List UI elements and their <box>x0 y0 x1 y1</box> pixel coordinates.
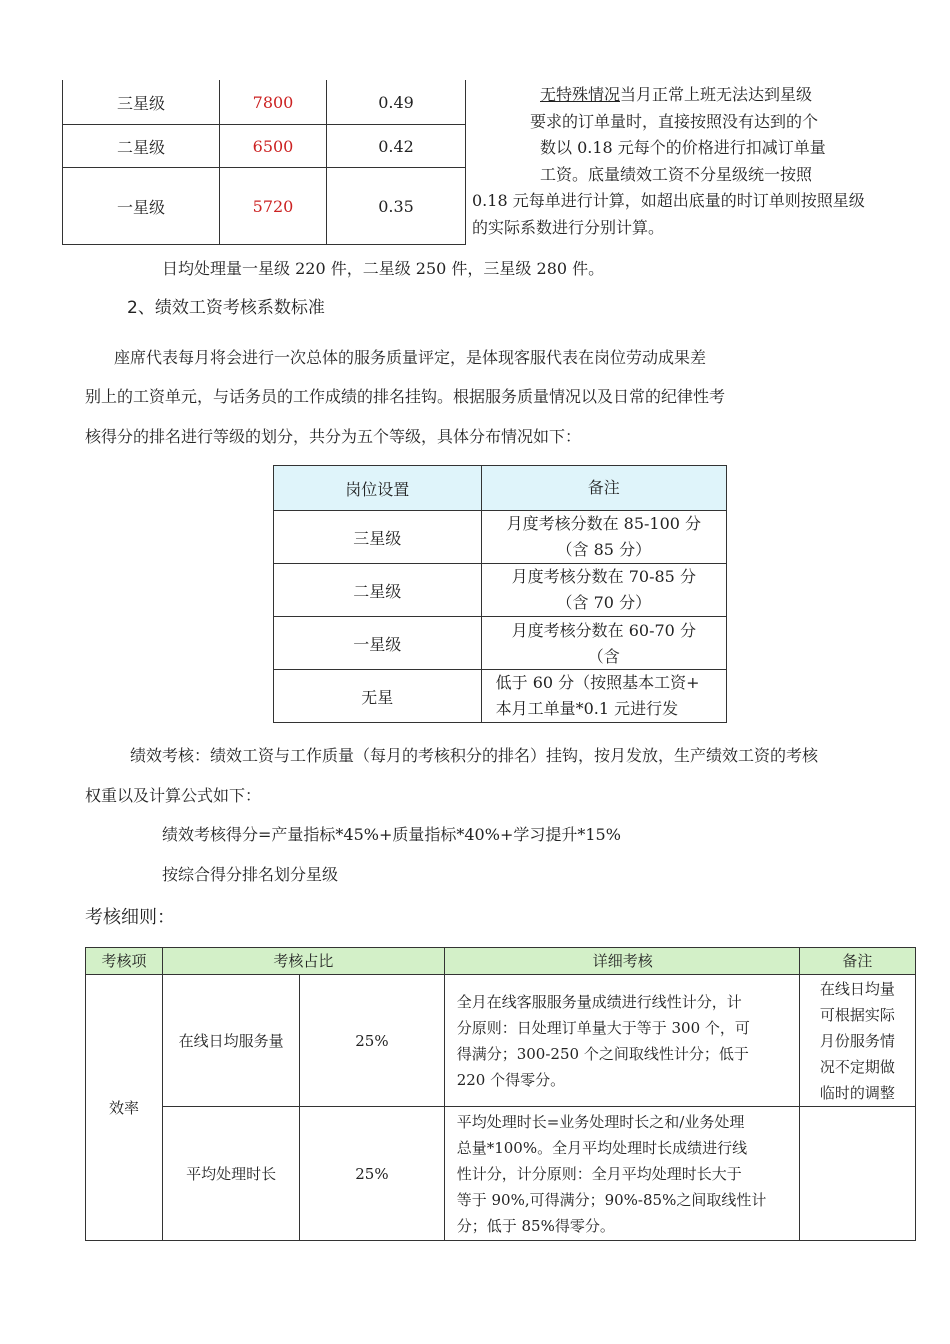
side-line: 0.18 元每单进行计算，如超出底量的时订单则按照星级 <box>472 191 865 210</box>
note-line: （含 70 分） <box>556 593 652 612</box>
intro-line: 别上的工资单元，与话务员的工作成绩的排名挂钩。根据服务质量情况以及日常的纪律性考 <box>85 387 726 406</box>
column-header: 岗位设置 <box>274 466 482 511</box>
note-line: 月份服务情 <box>819 1031 895 1050</box>
percent-cell: 25% <box>300 975 445 1107</box>
column-header: 考核占比 <box>163 948 445 975</box>
table-row <box>274 511 727 564</box>
column-header: 备注 <box>799 948 915 975</box>
perf-line: 权重以及计算公式如下： <box>85 786 262 805</box>
column-header: 详细考核 <box>444 948 799 975</box>
level-cell: 一星级 <box>274 617 482 670</box>
note-cell <box>481 564 726 617</box>
order-count-cell: 5720 <box>220 168 327 245</box>
note-line: 低于 60 分（按照基本工资+ <box>495 673 700 692</box>
item-name-cell: 在线日均服务量 <box>163 975 300 1107</box>
detail-line: 220 个得零分。 <box>456 1070 566 1089</box>
note-cell <box>799 975 915 1107</box>
level-cell: 无星 <box>274 670 482 723</box>
note-line: 临时的调整 <box>819 1083 895 1102</box>
intro-line: 核得分的排名进行等级的划分，共分为五个等级，具体分布情况如下： <box>85 427 582 446</box>
note-cell <box>481 670 726 723</box>
table-row <box>274 564 727 617</box>
side-line: 工资。底量绩效工资不分星级统一按照 <box>540 164 813 184</box>
note-line: 在线日均量 <box>819 979 895 998</box>
level-table <box>273 465 727 723</box>
detail-line: 总量*100%。全月平均处理时长成绩进行线 <box>456 1138 748 1157</box>
table-row <box>86 1107 916 1241</box>
percent-cell: 25% <box>300 1107 445 1241</box>
assessment-detail-table <box>85 947 916 1241</box>
detail-heading: 考核细则： <box>85 907 175 928</box>
section-heading: 2、绩效工资考核系数标准 <box>127 298 325 318</box>
note-cell <box>481 617 726 670</box>
side-line: 要求的订单量时，直接按照没有达到的个 <box>530 111 819 131</box>
note-line: 可根据实际 <box>819 1005 895 1024</box>
side-line: 数以 0.18 元每个的价格进行扣减订单量 <box>540 138 826 157</box>
note-line: （含 85 分） <box>556 540 652 559</box>
table-row <box>274 617 727 670</box>
side-paragraph <box>468 82 913 241</box>
note-line: 况不定期做 <box>819 1057 895 1076</box>
detail-cell <box>444 1107 799 1241</box>
table-header-row <box>86 948 916 975</box>
group-cell: 效率 <box>86 975 163 1241</box>
side-line-text: 当月正常上班无法达到星级 <box>620 85 813 104</box>
table-row <box>86 975 916 1107</box>
daily-volume-text: 日均处理量一星级 220 件，二星级 250 件，三星级 280 件。 <box>162 259 605 278</box>
note-cell <box>481 511 726 564</box>
note-line: 月度考核分数在 70-85 分 <box>511 567 696 586</box>
side-line: 的实际系数进行分别计算。 <box>472 217 665 237</box>
item-name-cell: 平均处理时长 <box>163 1107 300 1241</box>
note-line: （含 <box>587 647 620 666</box>
note-cell <box>799 1107 915 1241</box>
perf-line: 绩效考核：绩效工资与工作质量（每月的考核积分的排名）挂钩，按月发放，生产绩效工资的考核 <box>130 746 819 765</box>
table-header-row <box>274 466 727 511</box>
level-cell: 二星级 <box>274 564 482 617</box>
star-level-cell: 二星级 <box>63 125 220 168</box>
detail-line: 性计分，计分原则：全月平均处理时长大于 <box>456 1164 742 1183</box>
side-line <box>468 82 913 109</box>
star-level-cell: 三星级 <box>63 80 220 125</box>
table-row <box>274 670 727 723</box>
table-row <box>63 125 466 168</box>
detail-line: 分原则：日处理订单量大于等于 300 个，可 <box>456 1018 750 1037</box>
note-line: 月度考核分数在 60-70 分 <box>511 621 696 640</box>
coefficient-cell: 0.35 <box>327 168 466 245</box>
column-header: 考核项 <box>86 948 163 975</box>
order-count-cell: 7800 <box>220 80 327 125</box>
coefficient-cell: 0.49 <box>327 80 466 125</box>
column-header: 备注 <box>481 466 726 511</box>
rank-text: 按综合得分排名划分星级 <box>162 865 339 884</box>
note-line: 月度考核分数在 85-100 分 <box>506 514 702 533</box>
formula-text: 绩效考核得分=产量指标*45%+质量指标*40%+学习提升*15% <box>162 825 621 844</box>
detail-cell <box>444 975 799 1107</box>
order-count-cell: 6500 <box>220 125 327 168</box>
clipped-note <box>482 618 726 668</box>
intro-line: 座席代表每月将会进行一次总体的服务质量评定，是体现客服代表在岗位劳动成果差 <box>114 348 707 367</box>
level-cell: 三星级 <box>274 511 482 564</box>
star-coefficient-table <box>62 80 466 245</box>
note-line: 本月工单量*0.1 元进行发 <box>495 699 679 718</box>
detail-line: 得满分；300-250 个之间取线性计分；低于 <box>456 1044 749 1063</box>
underlined-text: 无特殊情况 <box>540 85 621 104</box>
table-row <box>63 168 466 245</box>
detail-line: 全月在线客服服务量成绩进行线性计分，计 <box>456 992 742 1011</box>
coefficient-cell: 0.42 <box>327 125 466 168</box>
detail-line: 平均处理时长=业务处理时长之和/业务处理 <box>456 1112 745 1131</box>
table-row <box>63 80 466 125</box>
star-level-cell: 一星级 <box>63 168 220 245</box>
detail-line: 分；低于 85%得零分。 <box>456 1216 615 1235</box>
detail-line: 等于 90%,可得满分；90%-85%之间取线性计 <box>456 1190 767 1209</box>
